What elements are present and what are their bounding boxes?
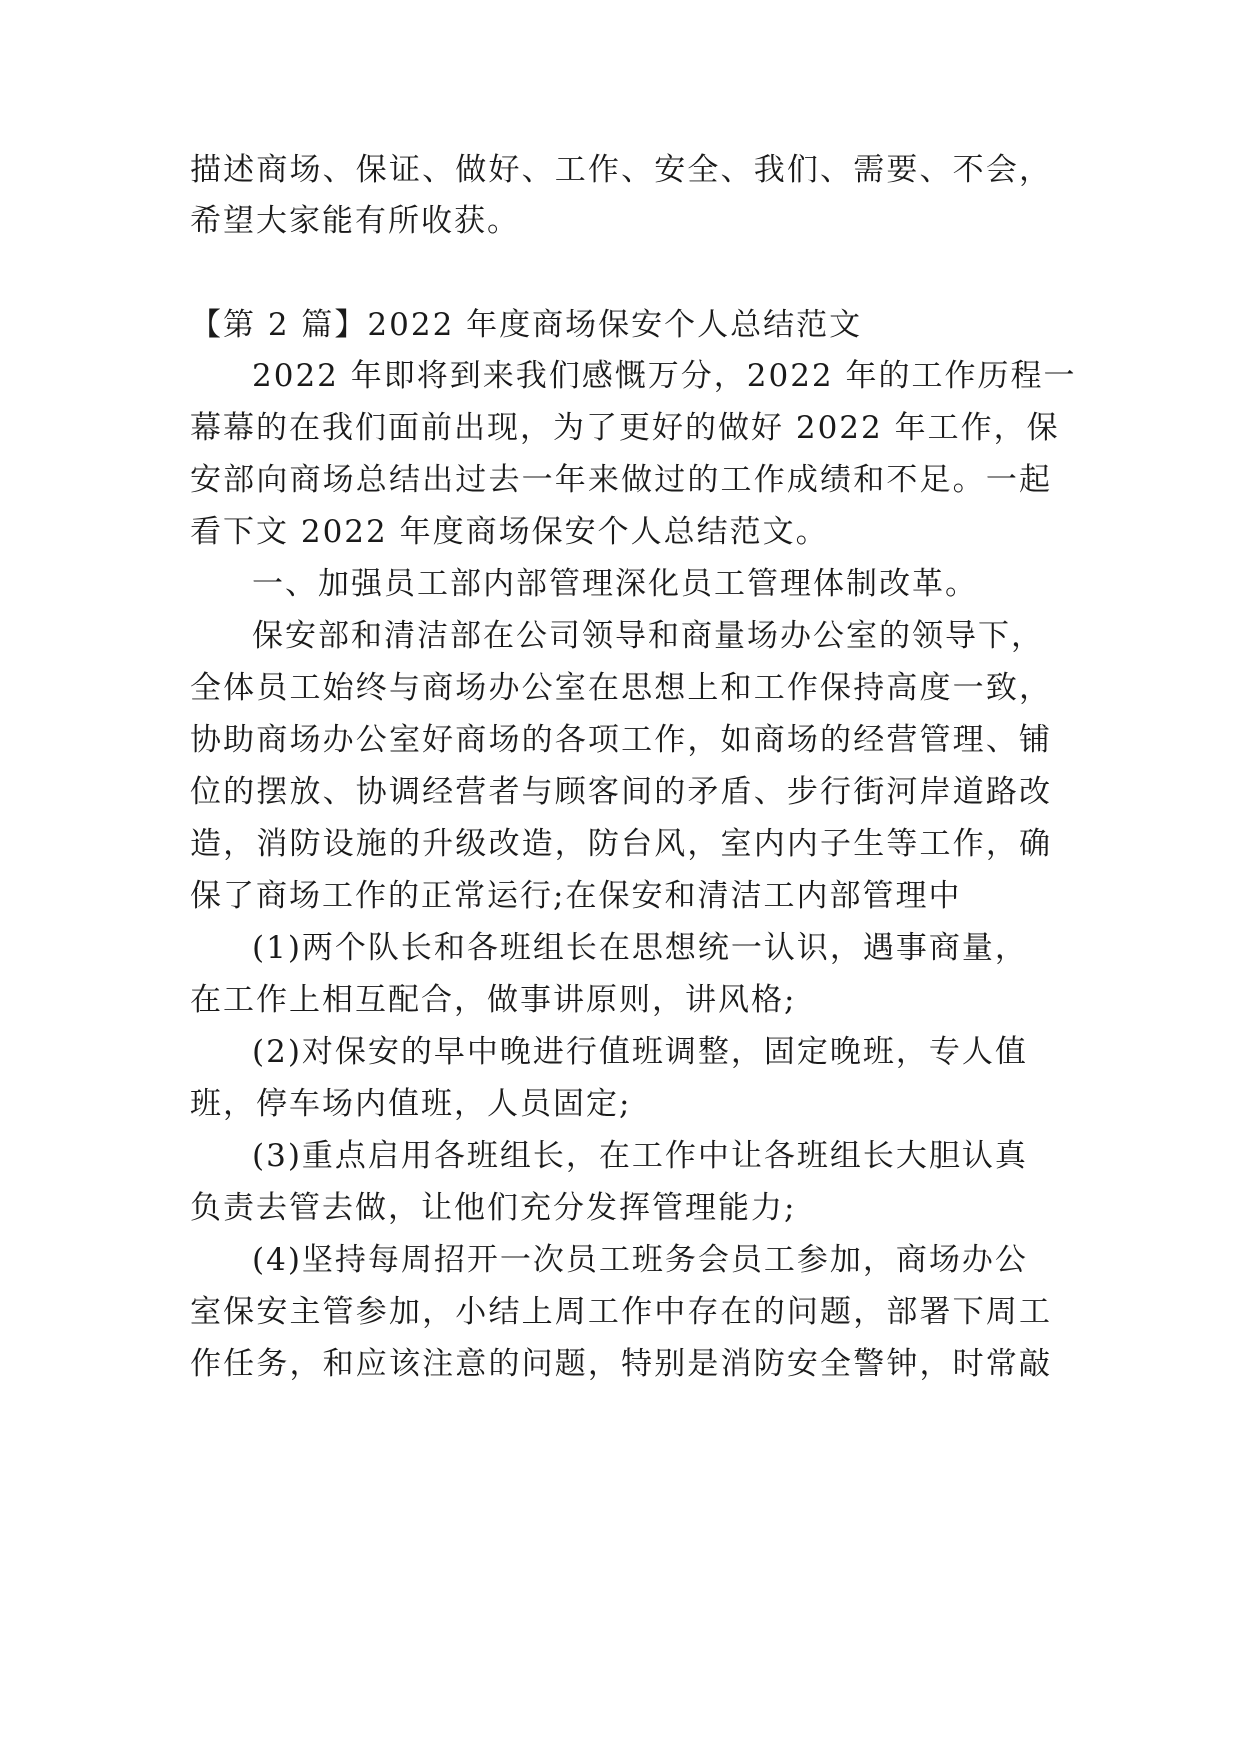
- list-item-2-line-2: 班，停车场内值班，人员固定;: [190, 1086, 632, 1122]
- list-item-3-line-2: 负责去管去做，让他们充分发挥管理能力;: [190, 1190, 797, 1226]
- section-1-title: 一、加强员工部内部管理深化员工管理体制改革。: [252, 566, 978, 602]
- intro-line-2: 希望大家能有所收获。: [190, 203, 520, 239]
- article-heading: 【第 2 篇】2022 年度商场保安个人总结范文: [190, 307, 863, 343]
- list-item-3-line-1: (3)重点启用各班组长，在工作中让各班组长大胆认真: [252, 1138, 1028, 1174]
- paragraph-1-line-2: 幕幕的在我们面前出现，为了更好的做好 2022 年工作，保: [190, 410, 1060, 446]
- list-item-1-line-2: 在工作上相互配合，做事讲原则，讲风格;: [190, 982, 797, 1018]
- list-item-4-line-1: (4)坚持每周招开一次员工班务会员工参加，商场办公: [252, 1242, 1028, 1278]
- list-item-4-line-2: 室保安主管参加，小结上周工作中存在的问题，部署下周工: [190, 1294, 1052, 1330]
- paragraph-1-line-4: 看下文 2022 年度商场保安个人总结范文。: [190, 514, 829, 550]
- paragraph-2-line-1: 保安部和清洁部在公司领导和商量场办公室的领导下，: [252, 618, 1044, 654]
- list-item-1-line-1: (1)两个队长和各班组长在思想统一认识，遇事商量，: [252, 930, 1028, 966]
- paragraph-2-line-6: 保了商场工作的正常运行;在保安和清洁工内部管理中: [190, 878, 962, 914]
- list-item-2-line-1: (2)对保安的早中晚进行值班调整，固定晚班，专人值: [252, 1034, 1028, 1070]
- paragraph-1-line-3: 安部向商场总结出过去一年来做过的工作成绩和不足。一起: [190, 462, 1052, 498]
- paragraph-2-line-5: 造，消防设施的升级改造，防台风，室内内子生等工作，确: [190, 826, 1052, 862]
- paragraph-1-line-1: 2022 年即将到来我们感慨万分，2022 年的工作历程一: [252, 358, 1077, 394]
- paragraph-2-line-4: 位的摆放、协调经营者与顾客间的矛盾、步行街河岸道路改: [190, 774, 1052, 810]
- list-item-4-line-3: 作任务，和应该注意的问题，特别是消防安全警钟，时常敲: [190, 1346, 1052, 1382]
- paragraph-2-line-2: 全体员工始终与商场办公室在思想上和工作保持高度一致，: [190, 670, 1052, 706]
- paragraph-2-line-3: 协助商场办公室好商场的各项工作，如商场的经营管理、铺: [190, 722, 1052, 758]
- intro-line-1: 描述商场、保证、做好、工作、安全、我们、需要、不会，: [190, 152, 1052, 188]
